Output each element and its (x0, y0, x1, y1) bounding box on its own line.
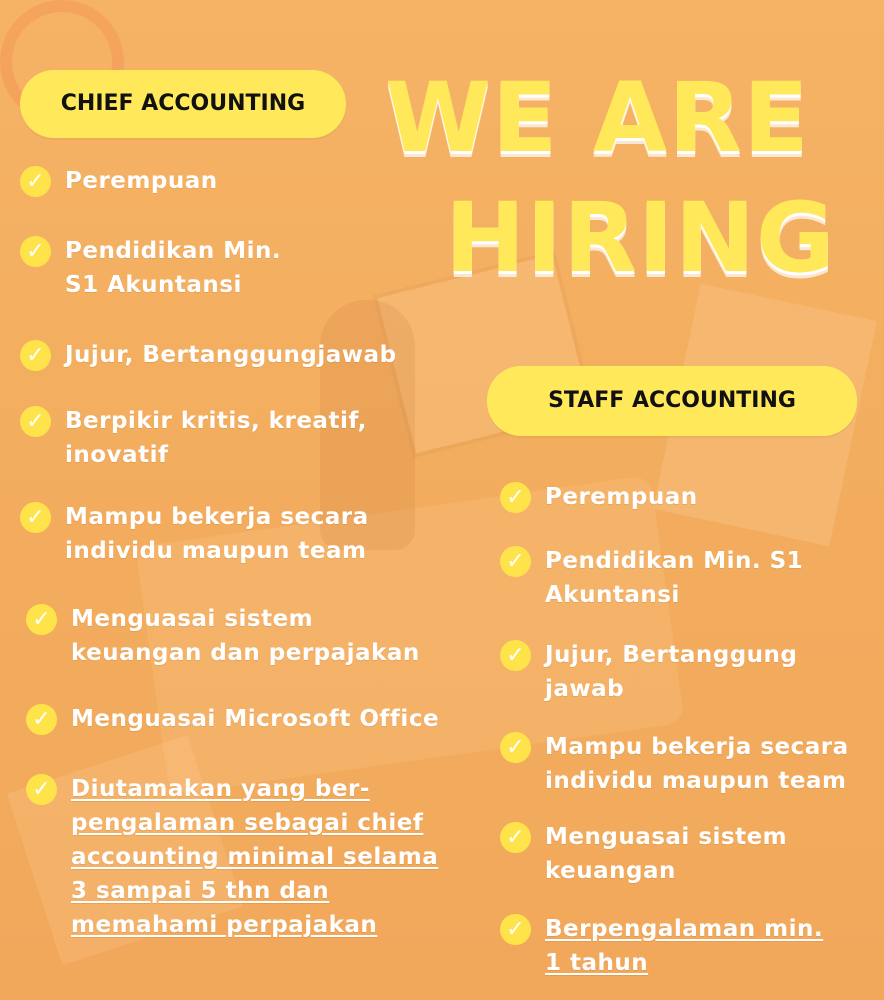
check-icon: ✓ (500, 914, 531, 945)
staff-requirement-text: Mampu bekerja secara individu maupun team (545, 734, 849, 794)
check-icon: ✓ (20, 340, 51, 371)
headline-line-2: HIRING (445, 182, 836, 294)
check-icon: ✓ (500, 822, 531, 853)
chief-requirement-item (26, 602, 420, 670)
staff-requirement-text: Menguasai sistem keuangan (545, 824, 788, 884)
check-icon: ✓ (20, 236, 51, 267)
staff-requirement-item (500, 912, 823, 980)
check-icon: ✓ (20, 502, 51, 533)
check-icon: ✓ (500, 640, 531, 671)
chief-requirement-text: Menguasai Microsoft Office (71, 706, 440, 732)
check-icon: ✓ (20, 166, 51, 197)
chief-requirement-item (20, 234, 281, 302)
chief-requirement-text: Pendidikan Min. S1 Akuntansi (65, 238, 282, 298)
check-icon: ✓ (26, 704, 57, 735)
headline-line-1: WE ARE (385, 62, 810, 174)
chief-requirement-item (26, 772, 458, 942)
check-icon: ✓ (500, 482, 531, 513)
staff-requirement-item (500, 480, 698, 514)
chief-requirement-item (20, 404, 367, 472)
staff-requirement-text: Berpengalaman min. 1 tahun (545, 916, 824, 976)
chief-requirement-text: Menguasai sistem keuangan dan perpajakan (71, 606, 420, 666)
chief-requirement-text: Perempuan (65, 168, 218, 194)
chief-requirement-text: Jujur, Bertanggungjawab (65, 342, 397, 368)
staff-requirement-item (500, 730, 849, 798)
check-icon: ✓ (500, 732, 531, 763)
staff-requirement-item (500, 638, 797, 706)
check-icon: ✓ (500, 546, 531, 577)
staff-requirement-text: Perempuan (545, 484, 698, 510)
staff-requirement-text: Jujur, Bertanggung jawab (545, 642, 798, 702)
chief-requirement-text: Mampu bekerja secara individu maupun team (65, 504, 369, 564)
chief-requirement-text: Berpikir kritis, kreatif, inovatif (65, 408, 367, 468)
chief-requirement-item (20, 500, 369, 568)
check-icon: ✓ (26, 774, 57, 805)
staff-accounting-label: STAFF ACCOUNTING (487, 366, 857, 436)
chief-requirement-item (20, 338, 397, 372)
check-icon: ✓ (26, 604, 57, 635)
chief-requirement-item (26, 702, 439, 736)
chief-requirement-item (20, 164, 218, 198)
staff-requirement-item (500, 544, 803, 612)
chief-requirement-text: Diutamakan yang ber- pengalaman sebagai chief accounting minimal selama 3 sampai 5 thn dan memahami perpajakan (71, 776, 439, 938)
staff-requirement-item (500, 820, 787, 888)
check-icon: ✓ (20, 406, 51, 437)
chief-accounting-label: CHIEF ACCOUNTING (20, 70, 346, 138)
staff-requirement-text: Pendidikan Min. S1 Akuntansi (545, 548, 804, 608)
